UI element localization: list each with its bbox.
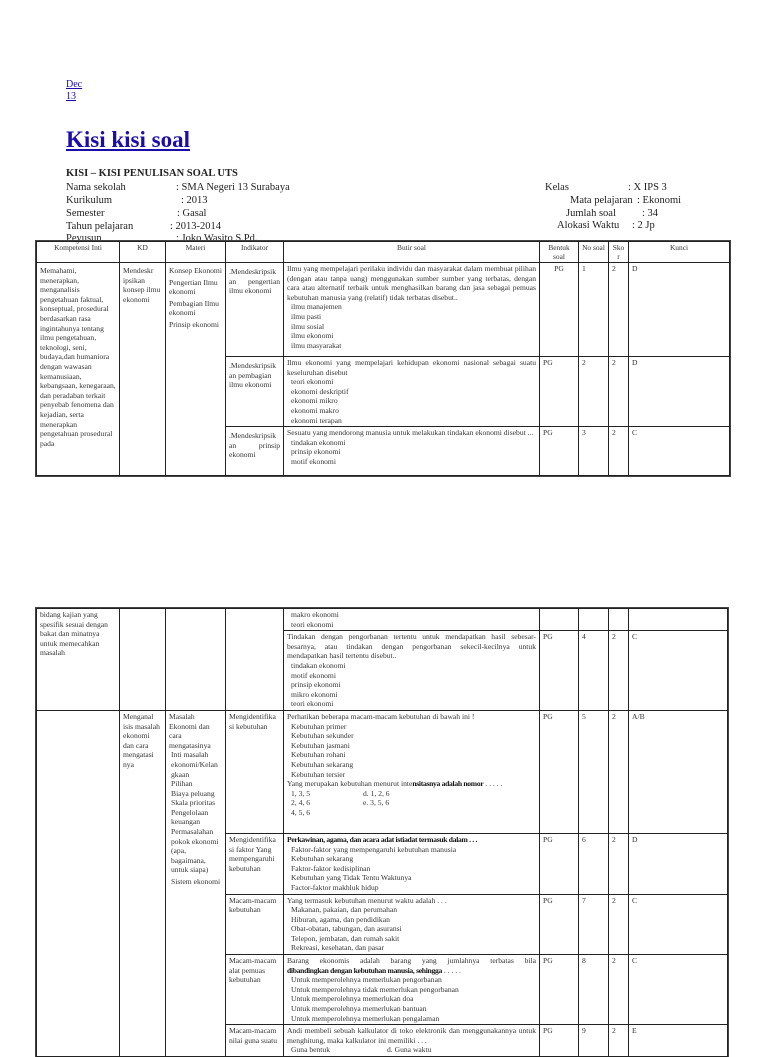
kompetensi-inti-cell-empty	[37, 710, 120, 1056]
question-text-line: Barang ekonomis adalah barang yang jumlahnya terbatas bila	[287, 956, 536, 966]
skor-cell: 2	[609, 427, 629, 476]
answer-option: Kebutuhan sekarang	[291, 854, 354, 864]
meta-label: Mata pelajaran	[570, 195, 633, 206]
materi-item: Skala prioritas	[171, 798, 216, 808]
question-ellipsis: . . . . .	[441, 965, 461, 975]
materi-item: Inti masalah ekonomi/Kelan gkaan	[171, 750, 218, 779]
answer-option: Guna bentuk	[291, 1045, 331, 1055]
answer-option-pair	[287, 798, 536, 808]
bentuk-soal-cell: PG	[540, 894, 579, 955]
no-soal-cell: 6	[579, 833, 609, 894]
table-row-continued	[37, 609, 728, 631]
answer-option: Obat-obatan, tabungan, dan asuransi	[291, 924, 402, 934]
materi-item: Masalah Ekonomi dan cara mengatasinya	[169, 711, 211, 750]
answer-option: ilmu masyarakat	[291, 340, 342, 350]
question-text: Perhatikan beberapa macam-macam kebutuhan di bawah ini !	[287, 711, 475, 721]
meta-semester	[66, 207, 366, 220]
answer-option: Untuk memperolehnya tidak memerlukan pengorbanan	[291, 984, 459, 994]
no-soal-cell: 9	[579, 1025, 609, 1057]
skor-cell: 2	[609, 894, 629, 955]
question-text: Sesuatu yang mendorong manusia untuk melakukan tindakan ekonomi disebut ...	[287, 428, 534, 438]
answer-option: motif ekonomi	[291, 456, 336, 466]
indikator-cell: .Mendeskripsik an pembagian ilmu ekonomi	[226, 357, 284, 427]
kunci-cell	[629, 609, 728, 631]
header-kd: KD	[120, 242, 166, 263]
question-text	[287, 956, 536, 966]
kompetensi-inti-cell: bidang kajian yang spesifik sesuai dengan bakat dan minatnya untuk memecahkan masalah	[37, 609, 120, 711]
answer-option: tindakan ekonomi	[291, 660, 346, 670]
no-soal-cell: 1	[579, 263, 609, 357]
answer-option-pair	[287, 1045, 536, 1055]
kunci-cell: E	[629, 1025, 728, 1057]
kisi-table-page-2	[36, 608, 728, 1057]
skor-cell	[609, 609, 629, 631]
answer-option: e. 3, 5, 6	[363, 798, 390, 808]
no-soal-cell: 3	[579, 427, 609, 476]
butir-soal-cell	[284, 609, 540, 631]
materi-item: Prinsip ekonomi	[169, 319, 219, 329]
indikator-cell: Mengidentifika si kebutuhan	[226, 710, 284, 833]
indikator-cell: Macam-macam alat pemuas kebutuhan	[226, 955, 284, 1025]
header-butir-soal: Butir soal	[284, 242, 540, 263]
materi-cell	[166, 710, 226, 1056]
answer-option: teori ekonomi	[291, 699, 334, 709]
no-soal-cell	[579, 609, 609, 631]
meta-label: Jumlah soal	[566, 208, 616, 219]
materi-cell	[166, 263, 226, 476]
bentuk-soal-cell	[540, 609, 579, 631]
meta-value: : Gasal	[177, 208, 207, 219]
bentuk-soal-cell: PG	[540, 427, 579, 476]
skor-cell: 2	[609, 263, 629, 357]
kunci-cell: A/B	[629, 710, 728, 833]
meta-label: Kurikulum	[66, 195, 113, 206]
meta-label: Tahun pelajaran	[66, 221, 134, 232]
meta-alokasi-waktu	[557, 219, 737, 232]
meta-value: : 34	[642, 208, 659, 219]
post-date[interactable]	[66, 79, 82, 103]
skor-cell: 2	[609, 1025, 629, 1057]
answer-option: 2, 4, 6	[291, 798, 310, 808]
skor-cell: 2	[609, 955, 629, 1025]
bentuk-soal-cell: PG	[540, 833, 579, 894]
answer-option-pair	[287, 808, 536, 818]
header-bentuk-soal: Bentuk soal	[540, 242, 579, 263]
skor-cell: 2	[609, 833, 629, 894]
butir-soal-cell	[284, 357, 540, 427]
answer-option: Untuk memperolehnya memerlukan doa	[291, 994, 414, 1004]
indikator-cell: Macam-macam nilai guna suatu	[226, 1025, 284, 1057]
bentuk-soal-cell: PG	[540, 263, 579, 357]
butir-soal-cell	[284, 833, 540, 894]
butir-soal-cell	[284, 710, 540, 833]
answer-option: ekonomi mikro	[291, 396, 338, 406]
answer-option: Kebutuhan tersier	[291, 769, 346, 779]
question-text: Perkawinan, agama, dan acara adat istiadat termasuk dalam . . .	[287, 834, 478, 844]
answer-option: Makanan, pakaian, dan perumahan	[291, 905, 398, 915]
indikator-cell: .Mendeskripsik an pengertian ilmu ekonomi	[226, 263, 284, 357]
bentuk-soal-cell: PG	[540, 1025, 579, 1057]
butir-soal-cell	[284, 427, 540, 476]
post-date-day[interactable]: 13	[66, 91, 76, 102]
meta-value: : Joko Wasito S.Pd.	[176, 233, 258, 244]
meta-mata-pelajaran	[570, 194, 750, 207]
question-text: Andi membeli sebuah kalkulator di toko elektronik dan menggunakannya untuk menghitung, maka kalkulator ini memiliki . . .	[287, 1026, 536, 1045]
question-continuation	[287, 966, 536, 976]
answer-option: 1, 3, 5	[291, 788, 310, 798]
answer-option: Faktor-faktor yang mempengaruhi kebutuhan manusia	[291, 844, 457, 854]
skor-cell: 2	[609, 357, 629, 427]
materi-item: Pengelolaan keuangan	[171, 807, 209, 827]
answer-option: Kebutuhan yang Tidak Tentu Waktunya	[291, 873, 412, 883]
question-text: Ilmu yang mempelajari perilaku individu dan masyarakat dalam membuat pilihan (dengan atau tanpa uang) menggunakan sumber sumber yang terbatas, dengan cara atau alternatif terbaik untuk menghasilkan barang dan jasa sebagai pemuas kebutuhan manusia yang (relatif) tidak terbatas disebut..	[287, 264, 536, 302]
meta-value: : 2013-2014	[170, 221, 222, 232]
table-row	[37, 263, 730, 357]
bentuk-soal-cell: PG	[540, 631, 579, 711]
materi-item: Biaya peluang	[171, 788, 215, 798]
materi-item: Pembagian Ilmu ekonomi	[169, 298, 219, 318]
meta-value: : Ekonomi	[637, 195, 682, 206]
header-no-soal: No soal	[579, 242, 609, 263]
answer-option: Hiburan, agama, dan pendidikan	[291, 914, 390, 924]
answer-option: Kebutuhan sekunder	[291, 731, 354, 741]
kd-cell-empty	[120, 609, 166, 711]
kompetensi-inti-cell: Memahami, menerapkan, menganalisis pengetahuan faktual, konseptual, prosedural berdasarkan rasa ingintahunya tentang ilmu pengetahuan, teknologi, seni, budaya,dan humaniora dengan wawasan kemanusiaan, kebangsaan, kenegaraan, dan peradaban terkait penyebab fenomena dan kejadian, serta menerapkan pengetahuan prosedural pada	[37, 263, 120, 476]
answer-option: Untuk memperolehnya memerlukan pengalaman	[291, 1013, 440, 1023]
answer-option: ilmu ekonomi	[291, 331, 334, 341]
kisi-table-page-1	[36, 241, 730, 476]
meta-label: Nama sekolah	[66, 182, 126, 193]
answer-option: Untuk memperolehnya memerlukan bantuan	[291, 1004, 427, 1014]
answer-option: ekonomi deskriptif	[291, 386, 349, 396]
bentuk-soal-cell: PG	[540, 357, 579, 427]
no-soal-cell: 4	[579, 631, 609, 711]
meta-label: Kelas	[545, 182, 569, 193]
kunci-cell: C	[629, 631, 728, 711]
question-text: Ilmu ekonomi yang mempelajari kehidupan ekonomi nasional sebagai suatu keseluruhan disebut	[287, 358, 536, 377]
butir-soal-cell	[284, 894, 540, 955]
answer-option: ekonomi terapan	[291, 415, 342, 425]
bentuk-soal-cell: PG	[540, 955, 579, 1025]
no-soal-cell: 5	[579, 710, 609, 833]
meta-value: : 2 Jp	[632, 220, 655, 231]
answer-option: d. Guna waktu	[387, 1045, 432, 1055]
materi-item: Sistem ekonomi	[171, 877, 221, 887]
table-header-row	[37, 242, 730, 263]
butir-soal-cell	[284, 263, 540, 357]
skor-cell: 2	[609, 710, 629, 833]
answer-option: prinsip ekonomi	[291, 680, 341, 690]
answer-option: 4, 5, 6	[291, 807, 310, 817]
meta-kelas	[545, 181, 725, 194]
indikator-cell-empty	[226, 609, 284, 711]
butir-soal-cell	[284, 631, 540, 711]
question-bold-text: dibandingkan dengan kebutuhan manusia, sehingga	[287, 965, 442, 975]
meta-kurikulum	[66, 194, 366, 207]
materi-item: Pilihan	[171, 779, 193, 789]
butir-soal-cell	[284, 955, 540, 1025]
header-kompetensi-inti: Kompetensi Inti	[37, 242, 120, 263]
materi-item: Permasalahan pokok ekonomi (apa, bagaimana, untuk siapa)	[171, 827, 219, 875]
kunci-cell: D	[629, 833, 728, 894]
indikator-cell: .Mendeskripsik an prinsip ekonomi	[226, 427, 284, 476]
post-title-link[interactable]: Kisi kisi soal	[66, 127, 190, 152]
kunci-cell: C	[629, 427, 730, 476]
indikator-cell: Macam-macam kebutuhan	[226, 894, 284, 955]
question-stem-bold: nsitasnya adalah nomor	[412, 779, 484, 789]
answer-option: Untuk memperolehnya memerlukan pengorbanan	[291, 975, 442, 985]
butir-soal-cell	[284, 1025, 540, 1057]
question-text: Yang termasuk kebutuhan menurut waktu adalah . . .	[287, 895, 447, 905]
question-stem-text: Yang merupakan kebutuhan menurut inte	[287, 779, 413, 789]
meta-value: : SMA Negeri 13 Surabaya	[176, 182, 290, 193]
answer-option: ekonomi makro	[291, 405, 339, 415]
meta-nama-sekolah	[66, 181, 366, 194]
answer-option: ilmu pasti	[291, 311, 322, 321]
answer-option: Rekreasi, kesehatan, dan pasar	[291, 943, 384, 953]
header-skor: Sko r	[609, 242, 629, 263]
meta-value: : 2013	[181, 195, 208, 206]
answer-option: Faktor-faktor kedisiplinan	[291, 863, 371, 873]
materi-item: Konsep Ekonomi	[169, 266, 222, 275]
no-soal-cell: 8	[579, 955, 609, 1025]
kd-cell: Menganal isis masalah ekonomi dan cara mengatasi nya	[120, 710, 166, 1056]
answer-option: teori ekonomi	[291, 619, 334, 629]
answer-option: Kebutuhan sekarang	[291, 759, 354, 769]
answer-option: teori ekonomi	[291, 377, 334, 387]
answer-option: Kebutuhan rohani	[291, 750, 346, 760]
answer-option-pair	[287, 789, 536, 799]
kd-cell: Mendeskr ipsikan konsep ilmu ekonomi	[120, 263, 166, 476]
kunci-cell: C	[629, 894, 728, 955]
meta-value: : X IPS 3	[628, 182, 667, 193]
kunci-cell: C	[629, 955, 728, 1025]
question-stem-ellipsis: . . . . .	[483, 779, 503, 789]
answer-option: prinsip ekonomi	[291, 447, 341, 457]
answer-option: makro ekonomi	[291, 610, 339, 619]
table-row	[37, 710, 728, 833]
answer-option: Telepon, jembatan, dan rumah sakit	[291, 933, 400, 943]
answer-option: Kebutuhan jasmani	[291, 740, 350, 750]
post-date-month[interactable]: Dec	[66, 79, 83, 90]
meta-label: Semester	[66, 208, 105, 219]
no-soal-cell: 2	[579, 357, 609, 427]
indikator-cell: Mengidentifika si faktor Yang mempengaruhi kebutuhan	[226, 833, 284, 894]
answer-option: ilmu sosial	[291, 321, 325, 331]
answer-option: tindakan ekonomi	[291, 437, 346, 447]
meta-label: Peyusun	[66, 233, 102, 244]
answer-option: ilmu manajemen	[291, 302, 342, 312]
header-indikator: Indikator	[226, 242, 284, 263]
no-soal-cell: 7	[579, 894, 609, 955]
question-text: Tindakan dengan pengorbanan tertentu untuk mendapatkan hasil sebesar-besarnya, atau tindakan dengan pengorbanan sekecil-kecilnya untuk mendapatkan hasil tertentu disebut..	[287, 632, 536, 661]
kunci-cell: D	[629, 357, 730, 427]
answer-option: d. 1, 2, 6	[363, 788, 390, 798]
document-heading: KISI – KISI PENULISAN SOAL UTS	[66, 168, 238, 179]
answer-option: Kebutuhan primer	[291, 721, 347, 731]
answer-option: motif ekonomi	[291, 670, 336, 680]
meta-label: Alokasi Waktu	[557, 220, 620, 231]
skor-cell: 2	[609, 631, 629, 711]
header-kunci: Kunci	[629, 242, 730, 263]
answer-option: Factor-faktor makhluk hidup	[291, 882, 379, 892]
question-stem	[287, 779, 536, 789]
answer-option: mikro ekonomi	[291, 689, 338, 699]
materi-cell-empty	[166, 609, 226, 711]
kunci-cell: D	[629, 263, 730, 357]
header-materi: Materi	[166, 242, 226, 263]
materi-item: Pengertian Ilmu ekonomi	[169, 277, 218, 297]
bentuk-soal-cell: PG	[540, 710, 579, 833]
